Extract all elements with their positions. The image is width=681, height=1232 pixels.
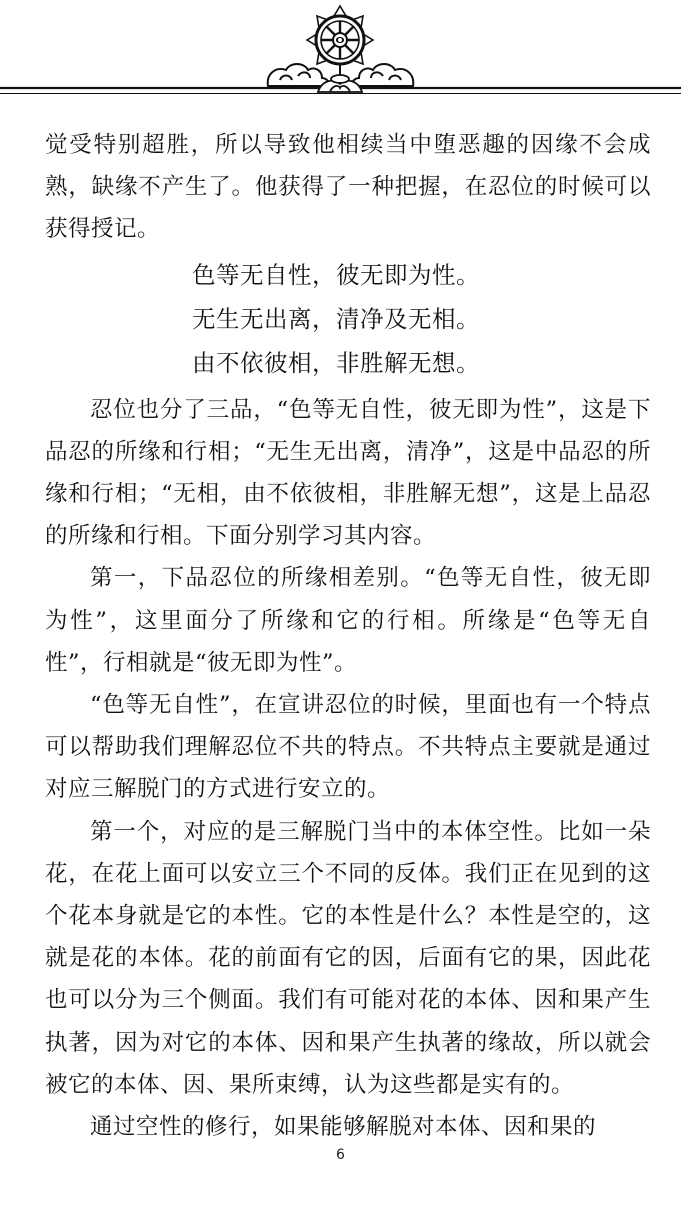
verse-block: [45, 253, 651, 385]
paragraph-3: 第一，下品忍位的所缘相差别。“色等无自性，彼无即为性”，这里面分了所缘和它的行相。所缘是“色等无自性”，行相就是“彼无即为性”。: [45, 565, 651, 676]
paragraph-5: 第一个，对应的是三解脱门当中的本体空性。比如一朵花，在花上面可以安立三个不同的反体。我们正在见到的这个花本身就是它的本性。它的本性是什么？本性是空的，这就是花的本体。花的前面有它的因，后面有它的果，因此花也可以分为三个侧面。我们有可能对花的本体、因和果产生执著，因为对它的本体、因和果产生执著的缘故，所以就会被它的本体、因、果所束缚，认为这些都是实有的。: [45, 818, 651, 1098]
paragraph-1: 觉受特别超胜，所以导致他相续当中堕恶趣的因缘不会成熟，缺缘不产生了。他获得了一种把握，在忍位的时候可以获得授记。: [45, 132, 651, 243]
page-body: [45, 124, 651, 1148]
header-ornament: [0, 0, 681, 110]
verse-line: 无生无出离，清净及无相。: [192, 304, 480, 333]
verse-line: 色等无自性，彼无即为性。: [192, 260, 480, 289]
dharma-wheel-icon: [307, 6, 373, 75]
paragraph-4: “色等无自性”，在宣讲忍位的时候，里面也有一个特点可以帮助我们理解忍位不共的特点。不共特点主要就是通过对应三解脱门的方式进行安立的。: [45, 692, 651, 803]
page-header: [0, 0, 681, 110]
right-cloud-icon: [351, 64, 413, 86]
left-cloud-icon: [268, 64, 330, 86]
paragraph-2: 忍位也分了三品，“色等无自性，彼无即为性”，这是下品忍的所缘和行相；“无生无出离，清净”，这是中品忍的所缘和行相；“无相，由不依彼相，非胜解无想”，这是上品忍的所缘和行相。下面分别学习其内容。: [45, 396, 651, 550]
verse-line: 由不依彼相，非胜解无想。: [192, 348, 480, 377]
paragraph-6: 通过空性的修行，如果能够解脱对本体、因和果的: [90, 1114, 597, 1141]
page-number: 6: [336, 1147, 345, 1163]
